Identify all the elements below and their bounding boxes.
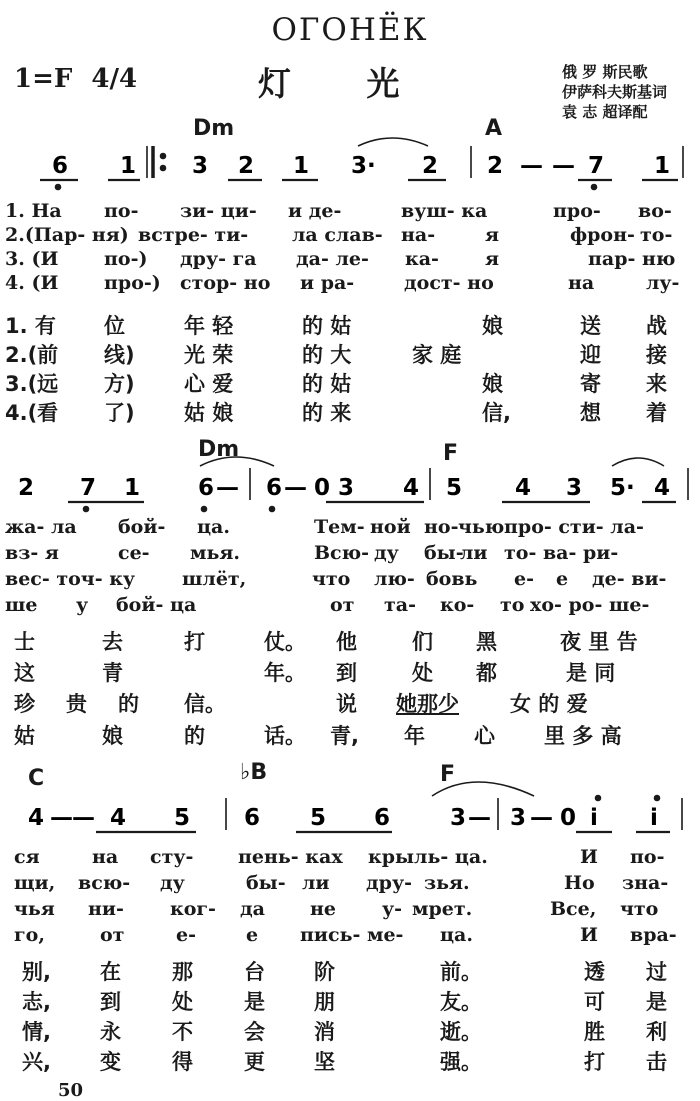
note: — (520, 153, 543, 179)
lyric-line-cn: 4.(看 了) 姑 娘 的 来 信, 想 着 (5, 401, 667, 425)
lyric-line-ru: вес- точ- ку шлёт, что лю- бовь е- е де- ви- (5, 568, 667, 590)
note: 0 (314, 475, 331, 501)
key-signature: 1=F 4/4 (14, 64, 138, 94)
lyric-line-cn: 士 去 打 仗。 他 们 黑 夜 里 告 (14, 630, 638, 654)
note: 0 (560, 805, 577, 831)
note: 2 (422, 153, 439, 179)
note: — (284, 475, 307, 501)
lyric-line-cn: 兴, 变 得 更 坚 强。 打 击 (22, 1050, 667, 1074)
lyric-line-cn: 别, 在 那 台 阶 前。 透 过 (22, 960, 667, 984)
lyric-line-ru: ше у бой- ца от та- ко- то хо- ро- ше- (5, 594, 650, 616)
note: 1 (654, 153, 671, 179)
chord-label: F (443, 441, 459, 466)
note: 6 (52, 153, 69, 179)
chord-label: A (485, 116, 503, 141)
note: 1 (124, 475, 141, 501)
lyric-line-cn: 3.(远 方) 心 爱 的 姑 娘 寄 来 (5, 372, 667, 396)
song-title-russian: ОГОНЁК (271, 12, 429, 48)
lyric-line-cn: 姑 娘 的 话。 青, 年 心 里 多 高 (14, 724, 622, 748)
note: 4 (28, 805, 45, 831)
note: 3 (192, 153, 209, 179)
note: 6 (374, 805, 391, 831)
note: 3 (338, 475, 355, 501)
note: 5 (446, 475, 463, 501)
chord-label: Dm (193, 116, 235, 141)
lyric-line-cn: 志, 到 处 是 朋 友。 可 是 (22, 990, 667, 1014)
lyric-line-cn: 这 青 年。 到 处 都 是 同 (14, 661, 616, 685)
note: 6 (244, 805, 261, 831)
credit-lyricist: 伊萨科夫斯基词 (562, 83, 668, 101)
lyric-line-ru: щи, всю- ду бы- ли дру- зья. Но зна- (14, 872, 669, 894)
note: 3 (450, 805, 467, 831)
note: — (530, 805, 553, 831)
note: 5 (310, 805, 327, 831)
note: 4 (654, 475, 671, 501)
note: 1 (293, 153, 310, 179)
note: 3 (566, 475, 583, 501)
note: 5 (174, 805, 191, 831)
lyric-line-cn: 2.(前 线) 光 荣 的 大 家 庭 迎 接 (5, 343, 667, 367)
note: 2 (487, 153, 504, 179)
note: i (590, 805, 598, 831)
lyric-line-cn: 1. 有 位 年 轻 的 姑 娘 送 战 (5, 314, 667, 338)
note: 7 (588, 153, 605, 179)
chord-label: C (28, 766, 45, 791)
lyric-line-cn: 情, 永 不 会 消 逝。 胜 利 (22, 1020, 667, 1044)
chord-label: F (440, 762, 456, 787)
lyric-line-ru: чья ни- ког- да не у- мрет. Все, что (14, 898, 659, 920)
note: — (72, 805, 95, 831)
note: 4 (403, 475, 420, 501)
note: — (552, 153, 575, 179)
note: 6 (266, 475, 283, 501)
note: 3· (351, 153, 376, 179)
song-title-chinese: 灯 光 (258, 64, 400, 103)
chord-label: Dm (198, 437, 240, 462)
note: 2 (18, 475, 35, 501)
note: 7 (80, 475, 97, 501)
lyric-line-ru: вз- я се- мья. Всю- ду бы- ли то- ва- ри- (5, 542, 619, 564)
note: 4 (515, 475, 532, 501)
lyric-line-ru: жа- ла бой- ца. Тем- ной но- чью про- сти- ла- (5, 516, 644, 538)
note: — (468, 805, 491, 831)
notation-marks (68, 457, 688, 511)
credit-translator: 袁 志 超译配 (562, 103, 648, 121)
note: — (216, 475, 239, 501)
note: 4 (110, 805, 127, 831)
time-signature: 4/4 (91, 64, 138, 94)
lyric-line-ru: 2.(Пар- ня) встре- ти- ла слав- на- я фрон- то- (5, 224, 673, 246)
lyric-line-ru: 1. На по- зи- ци- и де- вуш- ка про- во- (5, 200, 672, 222)
credits (562, 62, 667, 122)
lyric-line-ru: го, от е- е пись- ме- ца. И вра- (14, 924, 677, 946)
note: 6 (198, 475, 215, 501)
chord-label: ♭B (240, 760, 268, 785)
note: i (650, 805, 658, 831)
credit-origin: 俄 罗 斯民歌 (562, 63, 648, 81)
note: 2 (238, 153, 255, 179)
lyric-line-cn: 珍 贵 的 信。 说 她那少 女 的 爱 (14, 692, 588, 716)
lyric-line-ru: 3. (И по-) дру- га да- ле- ка- я пар- ню (5, 248, 676, 270)
note: 1 (120, 153, 137, 179)
note: 3 (510, 805, 527, 831)
note: — (50, 805, 73, 831)
lyric-line-ru: 4. (И про-) стор- но и ра- дост- но на лу- (5, 272, 680, 294)
page-number: 50 (58, 1080, 84, 1101)
note: 5· (610, 475, 635, 501)
lyric-line-ru: ся на сту- пень- ках крыль- ца. И по- (14, 846, 665, 868)
